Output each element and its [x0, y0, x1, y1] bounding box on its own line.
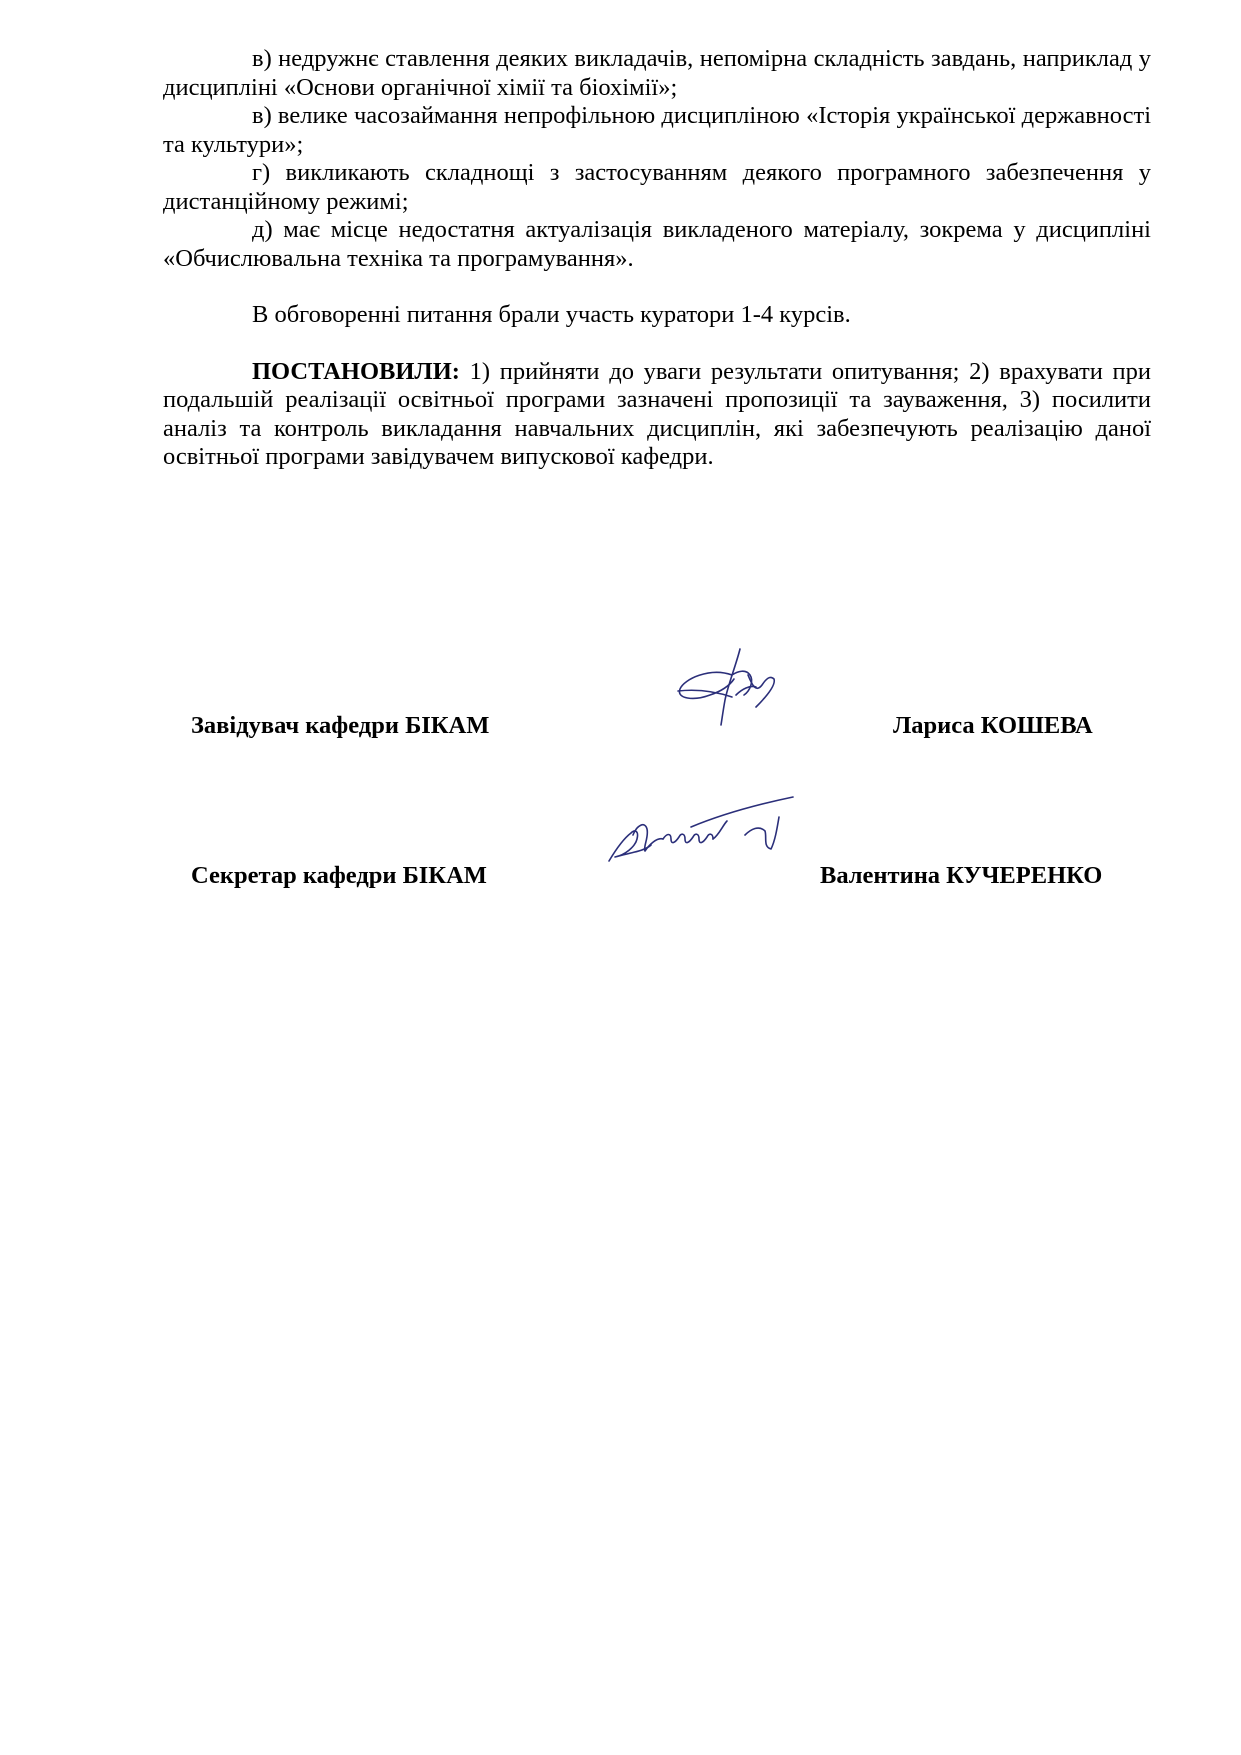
resolution-text: 1) прийняти до уваги результати опитування; 2) врахувати при подальшій реалізації освітньої програми зазначені пропозиції та зауваження, 3) посилити аналіз та контроль викладання навчальних дисциплін, які забезпечують реалізацію даної освітньої програми завідувачем випускової кафедри. [163, 357, 1151, 470]
list-item: д) має місце недостатня актуалізація викладеного матеріалу, зокрема у дисципліні «Обчислювальна техніка та програмування». [163, 216, 1151, 272]
resolution-label: ПОСТАНОВИЛИ: [252, 357, 460, 385]
discussion-paragraph: В обговоренні питання брали участь куратори 1-4 курсів. [252, 301, 851, 328]
body-text [163, 45, 1151, 472]
list-item: в) недружнє ставлення деяких викладачів, непомірна складність завдань, наприклад у дисципліні «Основи органічної хімії та біохімії»; [163, 45, 1151, 101]
secretary-name: Валентина КУЧЕРЕНКО [820, 862, 1103, 889]
list-item: г) викликають складнощі з застосуванням деякого програмного забезпечення у дистанційному режимі; [163, 159, 1151, 215]
resolution-paragraph [163, 358, 1151, 472]
head-signature-image [670, 645, 790, 730]
head-role: Завідувач кафедри БІКАМ [191, 712, 490, 739]
head-name: Лариса КОШЕВА [893, 712, 1093, 739]
secretary-role: Секретар кафедри БІКАМ [191, 862, 487, 889]
list-item: в) велике часозаймання непрофільною дисципліною «Історія української державності та культури»; [163, 102, 1151, 158]
secretary-signature-image [605, 795, 805, 870]
